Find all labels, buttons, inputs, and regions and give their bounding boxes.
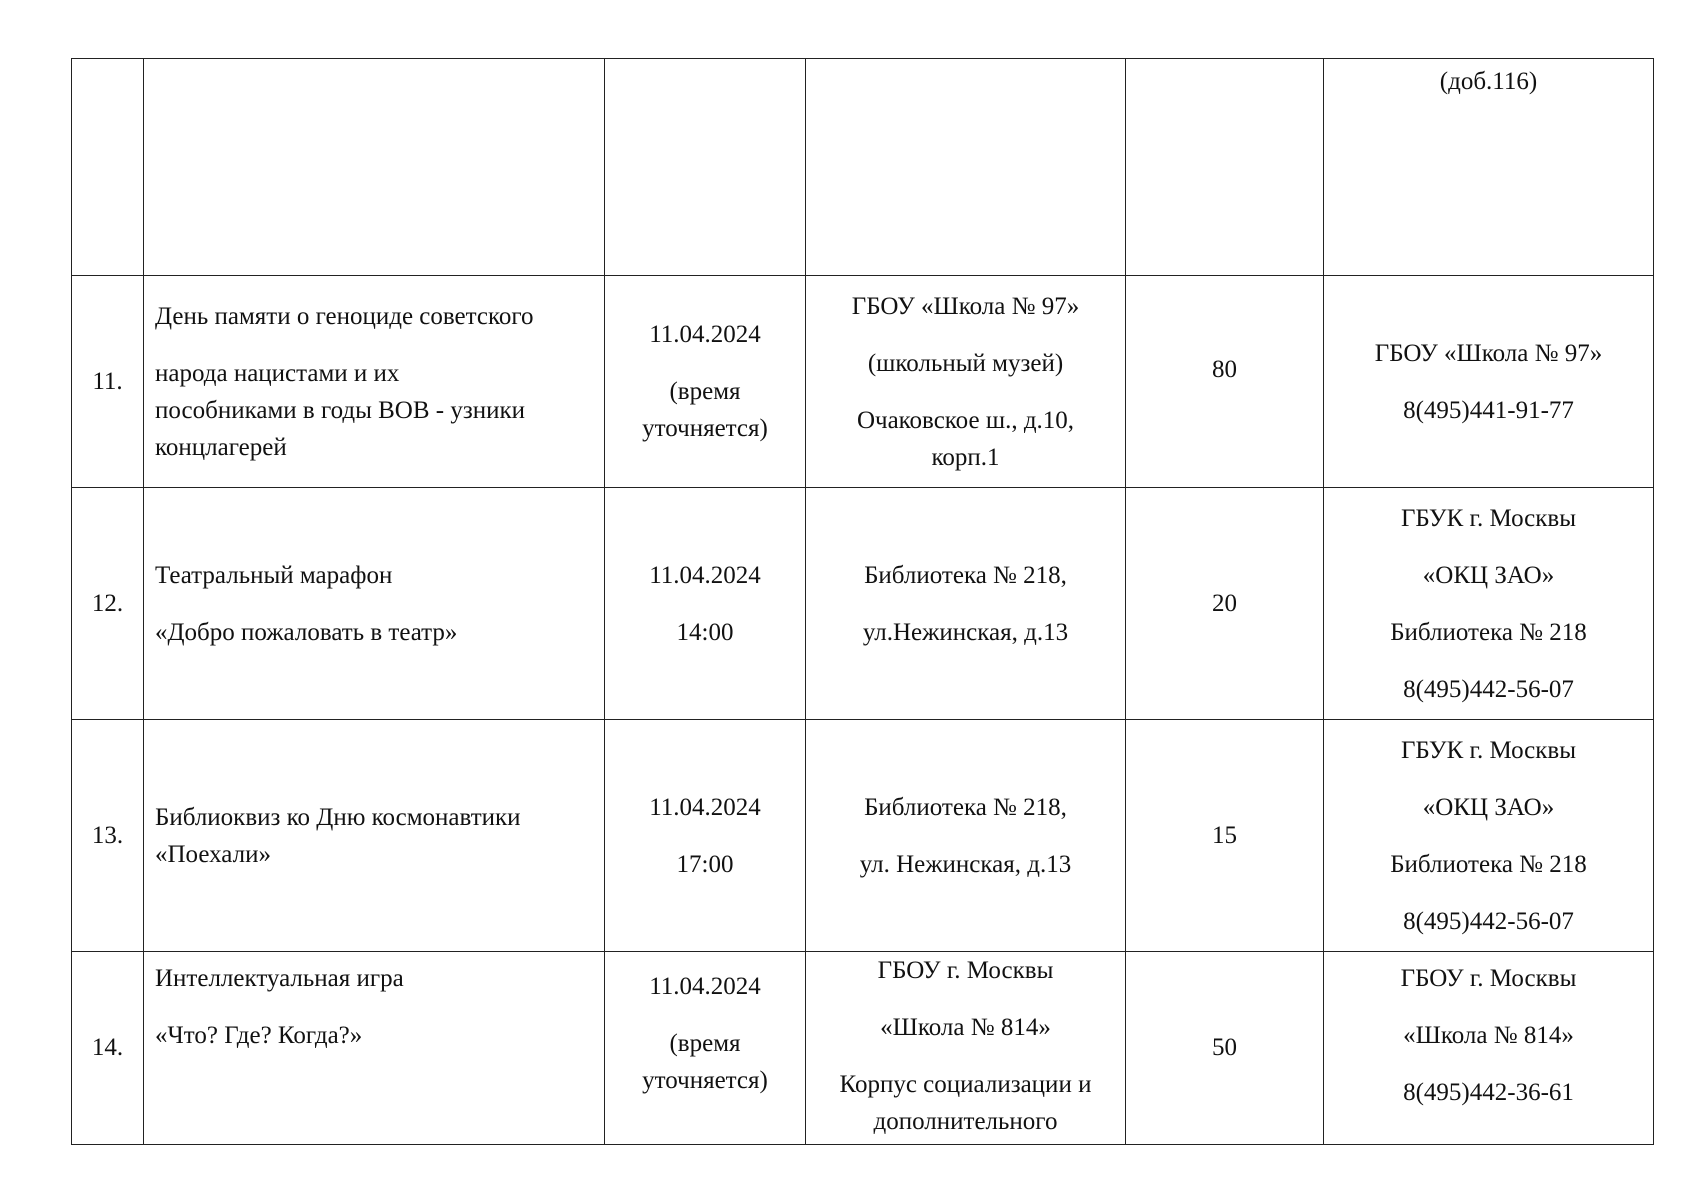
event-title-line: «Добро пожаловать в театр» [155,618,458,646]
event-title-line: Театральный марафон [155,561,393,589]
event-title-line: пособниками в годы ВОВ - узники [155,396,526,424]
participant-count: 15 [1212,821,1237,849]
place-line: ул.Нежинская, д.13 [862,618,1069,646]
cell-num [72,952,144,1145]
table-row [72,952,1654,1145]
event-date: 11.04.2024 [649,561,761,589]
org-line: 8(495)442-56-07 [1403,907,1574,935]
row-number: 13. [91,821,124,849]
event-title-line: народа нацистами и их [155,359,400,387]
cell-count [1126,952,1324,1145]
cell-date [605,488,806,720]
event-time-line: уточняется) [642,1067,768,1094]
cell-title [144,276,605,488]
cell-date [605,720,806,952]
cell-title [144,488,605,720]
org-line: Библиотека № 218 [1390,618,1587,646]
org-line: 8(495)442-56-07 [1403,675,1574,703]
org-line: 8(495)442-36-61 [1403,1079,1574,1106]
cell-num [72,59,144,276]
cell-num [72,276,144,488]
row-number: 14. [91,1034,124,1061]
cell-place [806,952,1126,1145]
event-time-line: 14:00 [676,618,734,646]
cell-org [1324,952,1654,1145]
org-line: «ОКЦ ЗАО» [1422,793,1555,821]
cell-org [1324,720,1654,952]
org-line: «Школа № 814» [1403,1022,1574,1049]
place-line: (школьный музей) [867,349,1064,377]
event-title-line: «Поехали» [155,840,271,868]
event-time-line: (время [669,1030,741,1057]
cell-date [605,276,806,488]
participant-count: 50 [1212,1034,1237,1061]
table-row [72,276,1654,488]
cell-place [806,488,1126,720]
place-line: ул. Нежинская, д.13 [859,850,1072,878]
cell-num [72,488,144,720]
cell-place [806,59,1126,276]
cell-count [1126,276,1324,488]
cell-date [605,952,806,1145]
org-line: ГБОУ «Школа № 97» [1374,339,1603,367]
event-title-line: День памяти о геноциде советского [155,302,534,330]
table-row-continuation [72,59,1654,276]
place-line: Корпус социализации и [839,1071,1092,1098]
table-row [72,488,1654,720]
event-time-line: (время [669,378,741,405]
cell-title [144,720,605,952]
place-line: ГБОУ г. Москвы [877,957,1054,984]
org-line: Библиотека № 218 [1390,850,1587,878]
event-title-line: Библиоквиз ко Дню космонавтики [155,803,521,831]
event-date: 11.04.2024 [649,793,761,821]
cell-place [806,720,1126,952]
place-line: Библиотека № 218, [864,793,1067,821]
event-title-line: «Что? Где? Когда?» [155,1022,363,1049]
place-line: дополнительного [873,1108,1058,1135]
cell-date [605,59,806,276]
org-line: ГБОУ г. Москвы [1400,965,1577,992]
cell-org [1324,276,1654,488]
org-line: 8(495)441-91-77 [1403,396,1574,424]
place-line: «Школа № 814» [880,1014,1051,1041]
cell-count [1126,488,1324,720]
cell-count [1126,720,1324,952]
cell-num [72,720,144,952]
org-line: ГБУК г. Москвы [1400,504,1577,532]
event-time-line: уточняется) [642,415,768,442]
event-time-line: 17:00 [676,850,734,878]
cell-count [1126,59,1324,276]
event-title-line: Интеллектуальная игра [155,965,404,992]
org-line: ГБУК г. Москвы [1400,736,1577,764]
event-date: 11.04.2024 [649,973,761,1000]
row-number: 11. [92,367,123,395]
table-row [72,720,1654,952]
place-line: Библиотека № 218, [864,561,1067,589]
org-line: «ОКЦ ЗАО» [1422,561,1555,589]
place-line: Очаковское ш., д.10, [856,406,1075,434]
cell-place [806,276,1126,488]
event-date: 11.04.2024 [649,321,761,348]
events-table [71,58,1654,1145]
cell-org [1324,59,1654,276]
org-contact-tail: (доб.116) [1439,68,1538,95]
participant-count: 20 [1212,589,1237,617]
place-line: ГБОУ «Школа № 97» [851,292,1080,320]
cell-title [144,952,605,1145]
cell-org [1324,488,1654,720]
row-number: 12. [91,589,124,617]
participant-count: 80 [1212,356,1237,383]
cell-title [144,59,605,276]
place-line: корп.1 [931,443,1000,471]
event-title-line: концлагерей [155,433,287,461]
